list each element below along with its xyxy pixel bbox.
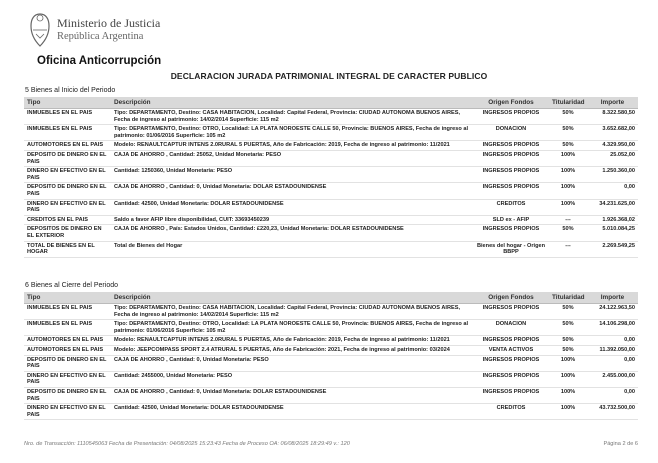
- cell-titularidad: 100%: [549, 150, 587, 166]
- cell-titularidad: 100%: [549, 167, 587, 183]
- cell-importe: 1.250.360,00: [587, 167, 638, 183]
- table-row: [24, 355, 638, 371]
- cell-tipo: DINERO EN EFECTIVO EN EL PAIS: [24, 167, 111, 183]
- cell-descripcion: Tipo: DEPARTAMENTO, Destino: CASA HABITACION, Localidad: Capital Federal, Provincia: CIUDAD AUTONOMA BUENOS AIRES, Fecha de ingreso al patrimonio: 14/02/2014 Superficie: 115 m2: [111, 304, 473, 320]
- cell-titularidad: 100%: [549, 387, 587, 403]
- col-importe: Importe: [587, 97, 638, 109]
- col-importe: Importe: [587, 292, 638, 304]
- cell-importe: 4.329.950,00: [587, 141, 638, 151]
- cell-importe: 5.010.084,25: [587, 225, 638, 241]
- col-titularidad: Titularidad: [549, 292, 587, 304]
- cell-tipo: DINERO EN EFECTIVO EN EL PAIS: [24, 404, 111, 420]
- transaction-info: Nro. de Transacción: 1110545063 Fecha de Presentación: 04/08/2025 15:23:43 Fecha de Proceso OA: 06/08/2025 18:29:49 v.: 120: [24, 441, 350, 447]
- table-row: [24, 241, 638, 257]
- cell-tipo: DEPOSITO DE DINERO EN EL PAIS: [24, 183, 111, 199]
- cell-origen: INGRESOS PROPIOS: [473, 141, 549, 151]
- cell-descripcion: Tipo: DEPARTAMENTO, Destino: OTRO, Localidad: LA PLATA NOROESTE CALLE 50, Provincia: BUENOS AIRES, Fecha de ingreso al patrimonio: 01/06/2016 Superficie: 105 m2: [111, 320, 473, 336]
- assets-start-table: [24, 97, 638, 258]
- cell-descripcion: CAJA DE AHORRO , Cantidad: 0, Unidad Monetaria: DOLAR ESTADOUNIDENSE: [111, 387, 473, 403]
- cell-descripcion: CAJA DE AHORRO , País: Estados Unidos, Cantidad: £220,23, Unidad Monetaria: DOLAR ESTADOUNIDENSE: [111, 225, 473, 241]
- table-row: [24, 404, 638, 420]
- col-descripcion: Descripción: [111, 97, 473, 109]
- cell-origen: VENTA ACTIVOS: [473, 345, 549, 355]
- cell-titularidad: ---: [549, 241, 587, 257]
- cell-importe: 0,00: [587, 336, 638, 346]
- cell-importe: 11.392.050,00: [587, 345, 638, 355]
- table-row: [24, 167, 638, 183]
- table-row: [24, 125, 638, 141]
- cell-tipo: AUTOMOTORES EN EL PAIS: [24, 336, 111, 346]
- cell-origen: INGRESOS PROPIOS: [473, 183, 549, 199]
- cell-titularidad: 50%: [549, 125, 587, 141]
- cell-descripcion: Modelo: JEEPCOMPASS SPORT 2.4 ATRURAL 5 PUERTAS, Año de Fabricación: 2021, Fecha de ingreso al patrimonio: 03/2024: [111, 345, 473, 355]
- col-tipo: Tipo: [24, 97, 111, 109]
- cell-tipo: DEPOSITO DE DINERO EN EL PAIS: [24, 150, 111, 166]
- table-row: [24, 371, 638, 387]
- cell-importe: 0,00: [587, 183, 638, 199]
- cell-titularidad: 100%: [549, 199, 587, 215]
- table-row: [24, 215, 638, 225]
- cell-importe: 0,00: [587, 387, 638, 403]
- cell-titularidad: ---: [549, 215, 587, 225]
- cell-tipo: DEPOSITO DE DINERO EN EL PAIS: [24, 355, 111, 371]
- cell-origen: INGRESOS PROPIOS: [473, 371, 549, 387]
- cell-descripcion: Tipo: DEPARTAMENTO, Destino: OTRO, Localidad: LA PLATA NOROESTE CALLE 50, Provincia: BUENOS AIRES, Fecha de ingreso al patrimonio: 01/06/2016 Superficie: 105 m2: [111, 125, 473, 141]
- ministry-header: [29, 10, 160, 50]
- cell-origen: INGRESOS PROPIOS: [473, 304, 549, 320]
- cell-tipo: INMUEBLES EN EL PAIS: [24, 125, 111, 141]
- cell-origen: DONACION: [473, 320, 549, 336]
- cell-origen: Bienes del hogar - Origen BBPP: [473, 241, 549, 257]
- cell-descripcion: Cantidad: 2455000, Unidad Monetaria: PESO: [111, 371, 473, 387]
- section-title-end: 6 Bienes al Cierre del Periodo: [25, 282, 118, 289]
- cell-importe: 2.269.549,25: [587, 241, 638, 257]
- cell-tipo: AUTOMOTORES EN EL PAIS: [24, 141, 111, 151]
- cell-titularidad: 50%: [549, 225, 587, 241]
- cell-origen: INGRESOS PROPIOS: [473, 150, 549, 166]
- cell-titularidad: 50%: [549, 141, 587, 151]
- cell-origen: CREDITOS: [473, 404, 549, 420]
- cell-descripcion: CAJA DE AHORRO , Cantidad: 25052, Unidad Monetaria: PESO: [111, 150, 473, 166]
- cell-importe: 2.455.000,00: [587, 371, 638, 387]
- cell-origen: DONACION: [473, 125, 549, 141]
- cell-titularidad: 50%: [549, 109, 587, 125]
- table-row: [24, 225, 638, 241]
- cell-tipo: CREDITOS EN EL PAIS: [24, 215, 111, 225]
- cell-tipo: DINERO EN EFECTIVO EN EL PAIS: [24, 371, 111, 387]
- cell-tipo: AUTOMOTORES EN EL PAIS: [24, 345, 111, 355]
- col-titularidad: Titularidad: [549, 97, 587, 109]
- table-row: [24, 199, 638, 215]
- cell-descripcion: Modelo: RENAULTCAPTUR INTENS 2.0RURAL 5 PUERTAS, Año de Fabricación: 2019, Fecha de ingreso al patrimonio: 11/2021: [111, 141, 473, 151]
- cell-titularidad: 100%: [549, 371, 587, 387]
- table-row: [24, 109, 638, 125]
- cell-titularidad: 50%: [549, 345, 587, 355]
- cell-importe: 43.732.500,00: [587, 404, 638, 420]
- cell-titularidad: 50%: [549, 304, 587, 320]
- cell-importe: 8.322.580,50: [587, 109, 638, 125]
- cell-tipo: INMUEBLES EN EL PAIS: [24, 320, 111, 336]
- cell-titularidad: 50%: [549, 336, 587, 346]
- assets-end-table: [24, 292, 638, 420]
- col-descripcion: Descripción: [111, 292, 473, 304]
- cell-origen: INGRESOS PROPIOS: [473, 167, 549, 183]
- table-row: [24, 345, 638, 355]
- office-name: Oficina Anticorrupción: [37, 55, 162, 67]
- cell-tipo: DEPOSITOS DE DINERO EN EL EXTERIOR: [24, 225, 111, 241]
- cell-origen: CREDITOS: [473, 199, 549, 215]
- cell-importe: 24.122.963,50: [587, 304, 638, 320]
- cell-titularidad: 100%: [549, 183, 587, 199]
- document-title: DECLARACION JURADA PATRIMONIAL INTEGRAL DE CARACTER PUBLICO: [170, 71, 488, 81]
- cell-titularidad: 50%: [549, 320, 587, 336]
- country-name: República Argentina: [57, 31, 144, 42]
- table-row: [24, 387, 638, 403]
- cell-tipo: DINERO EN EFECTIVO EN EL PAIS: [24, 199, 111, 215]
- table-row: [24, 336, 638, 346]
- cell-origen: INGRESOS PROPIOS: [473, 355, 549, 371]
- cell-descripcion: CAJA DE AHORRO , Cantidad: 0, Unidad Monetaria: DOLAR ESTADOUNIDENSE: [111, 183, 473, 199]
- footer: [24, 441, 638, 447]
- cell-descripcion: Cantidad: 42500, Unidad Monetaria: DOLAR ESTADOUNIDENSE: [111, 404, 473, 420]
- cell-importe: 3.652.682,00: [587, 125, 638, 141]
- table-header-row: [24, 97, 638, 109]
- cell-origen: SLD ex - AFIP: [473, 215, 549, 225]
- cell-importe: 25.052,00: [587, 150, 638, 166]
- cell-importe: 14.106.298,00: [587, 320, 638, 336]
- cell-origen: INGRESOS PROPIOS: [473, 336, 549, 346]
- page-number: Página 2 de 6: [603, 441, 638, 447]
- cell-descripcion: Cantidad: 42500, Unidad Monetaria: DOLAR ESTADOUNIDENSE: [111, 199, 473, 215]
- cell-origen: INGRESOS PROPIOS: [473, 225, 549, 241]
- cell-descripcion: CAJA DE AHORRO , Cantidad: 0, Unidad Monetaria: PESO: [111, 355, 473, 371]
- table-row: [24, 150, 638, 166]
- coat-of-arms-icon: [29, 12, 51, 48]
- cell-tipo: INMUEBLES EN EL PAIS: [24, 304, 111, 320]
- cell-descripcion: Saldo a favor AFIP libre disponibilidad, CUIT: 33693450239: [111, 215, 473, 225]
- col-origen: Origen Fondos: [473, 292, 549, 304]
- cell-importe: 1.926.368,02: [587, 215, 638, 225]
- cell-titularidad: 100%: [549, 404, 587, 420]
- cell-titularidad: 100%: [549, 355, 587, 371]
- cell-tipo: TOTAL DE BIENES EN EL HOGAR: [24, 241, 111, 257]
- table-header-row: [24, 292, 638, 304]
- table-row: [24, 320, 638, 336]
- ministry-name: Ministerio de Justicia: [57, 16, 161, 30]
- col-tipo: Tipo: [24, 292, 111, 304]
- cell-tipo: DEPOSITO DE DINERO EN EL PAIS: [24, 387, 111, 403]
- cell-descripcion: Cantidad: 1250360, Unidad Monetaria: PESO: [111, 167, 473, 183]
- cell-importe: 0,00: [587, 355, 638, 371]
- cell-origen: INGRESOS PROPIOS: [473, 109, 549, 125]
- cell-tipo: INMUEBLES EN EL PAIS: [24, 109, 111, 125]
- section-title-start: 5 Bienes al Inicio del Periodo: [25, 87, 116, 94]
- table-row: [24, 304, 638, 320]
- cell-origen: INGRESOS PROPIOS: [473, 387, 549, 403]
- cell-descripcion: Modelo: RENAULTCAPTUR INTENS 2.0RURAL 5 PUERTAS, Año de Fabricación: 2019, Fecha de ingreso al patrimonio: 11/2021: [111, 336, 473, 346]
- col-origen: Origen Fondos: [473, 97, 549, 109]
- cell-importe: 34.231.625,00: [587, 199, 638, 215]
- table-row: [24, 183, 638, 199]
- cell-descripcion: Total de Bienes del Hogar: [111, 241, 473, 257]
- cell-descripcion: Tipo: DEPARTAMENTO, Destino: CASA HABITACION, Localidad: Capital Federal, Provincia: CIUDAD AUTONOMA BUENOS AIRES, Fecha de ingreso al patrimonio: 14/02/2014 Superficie: 115 m2: [111, 109, 473, 125]
- table-row: [24, 141, 638, 151]
